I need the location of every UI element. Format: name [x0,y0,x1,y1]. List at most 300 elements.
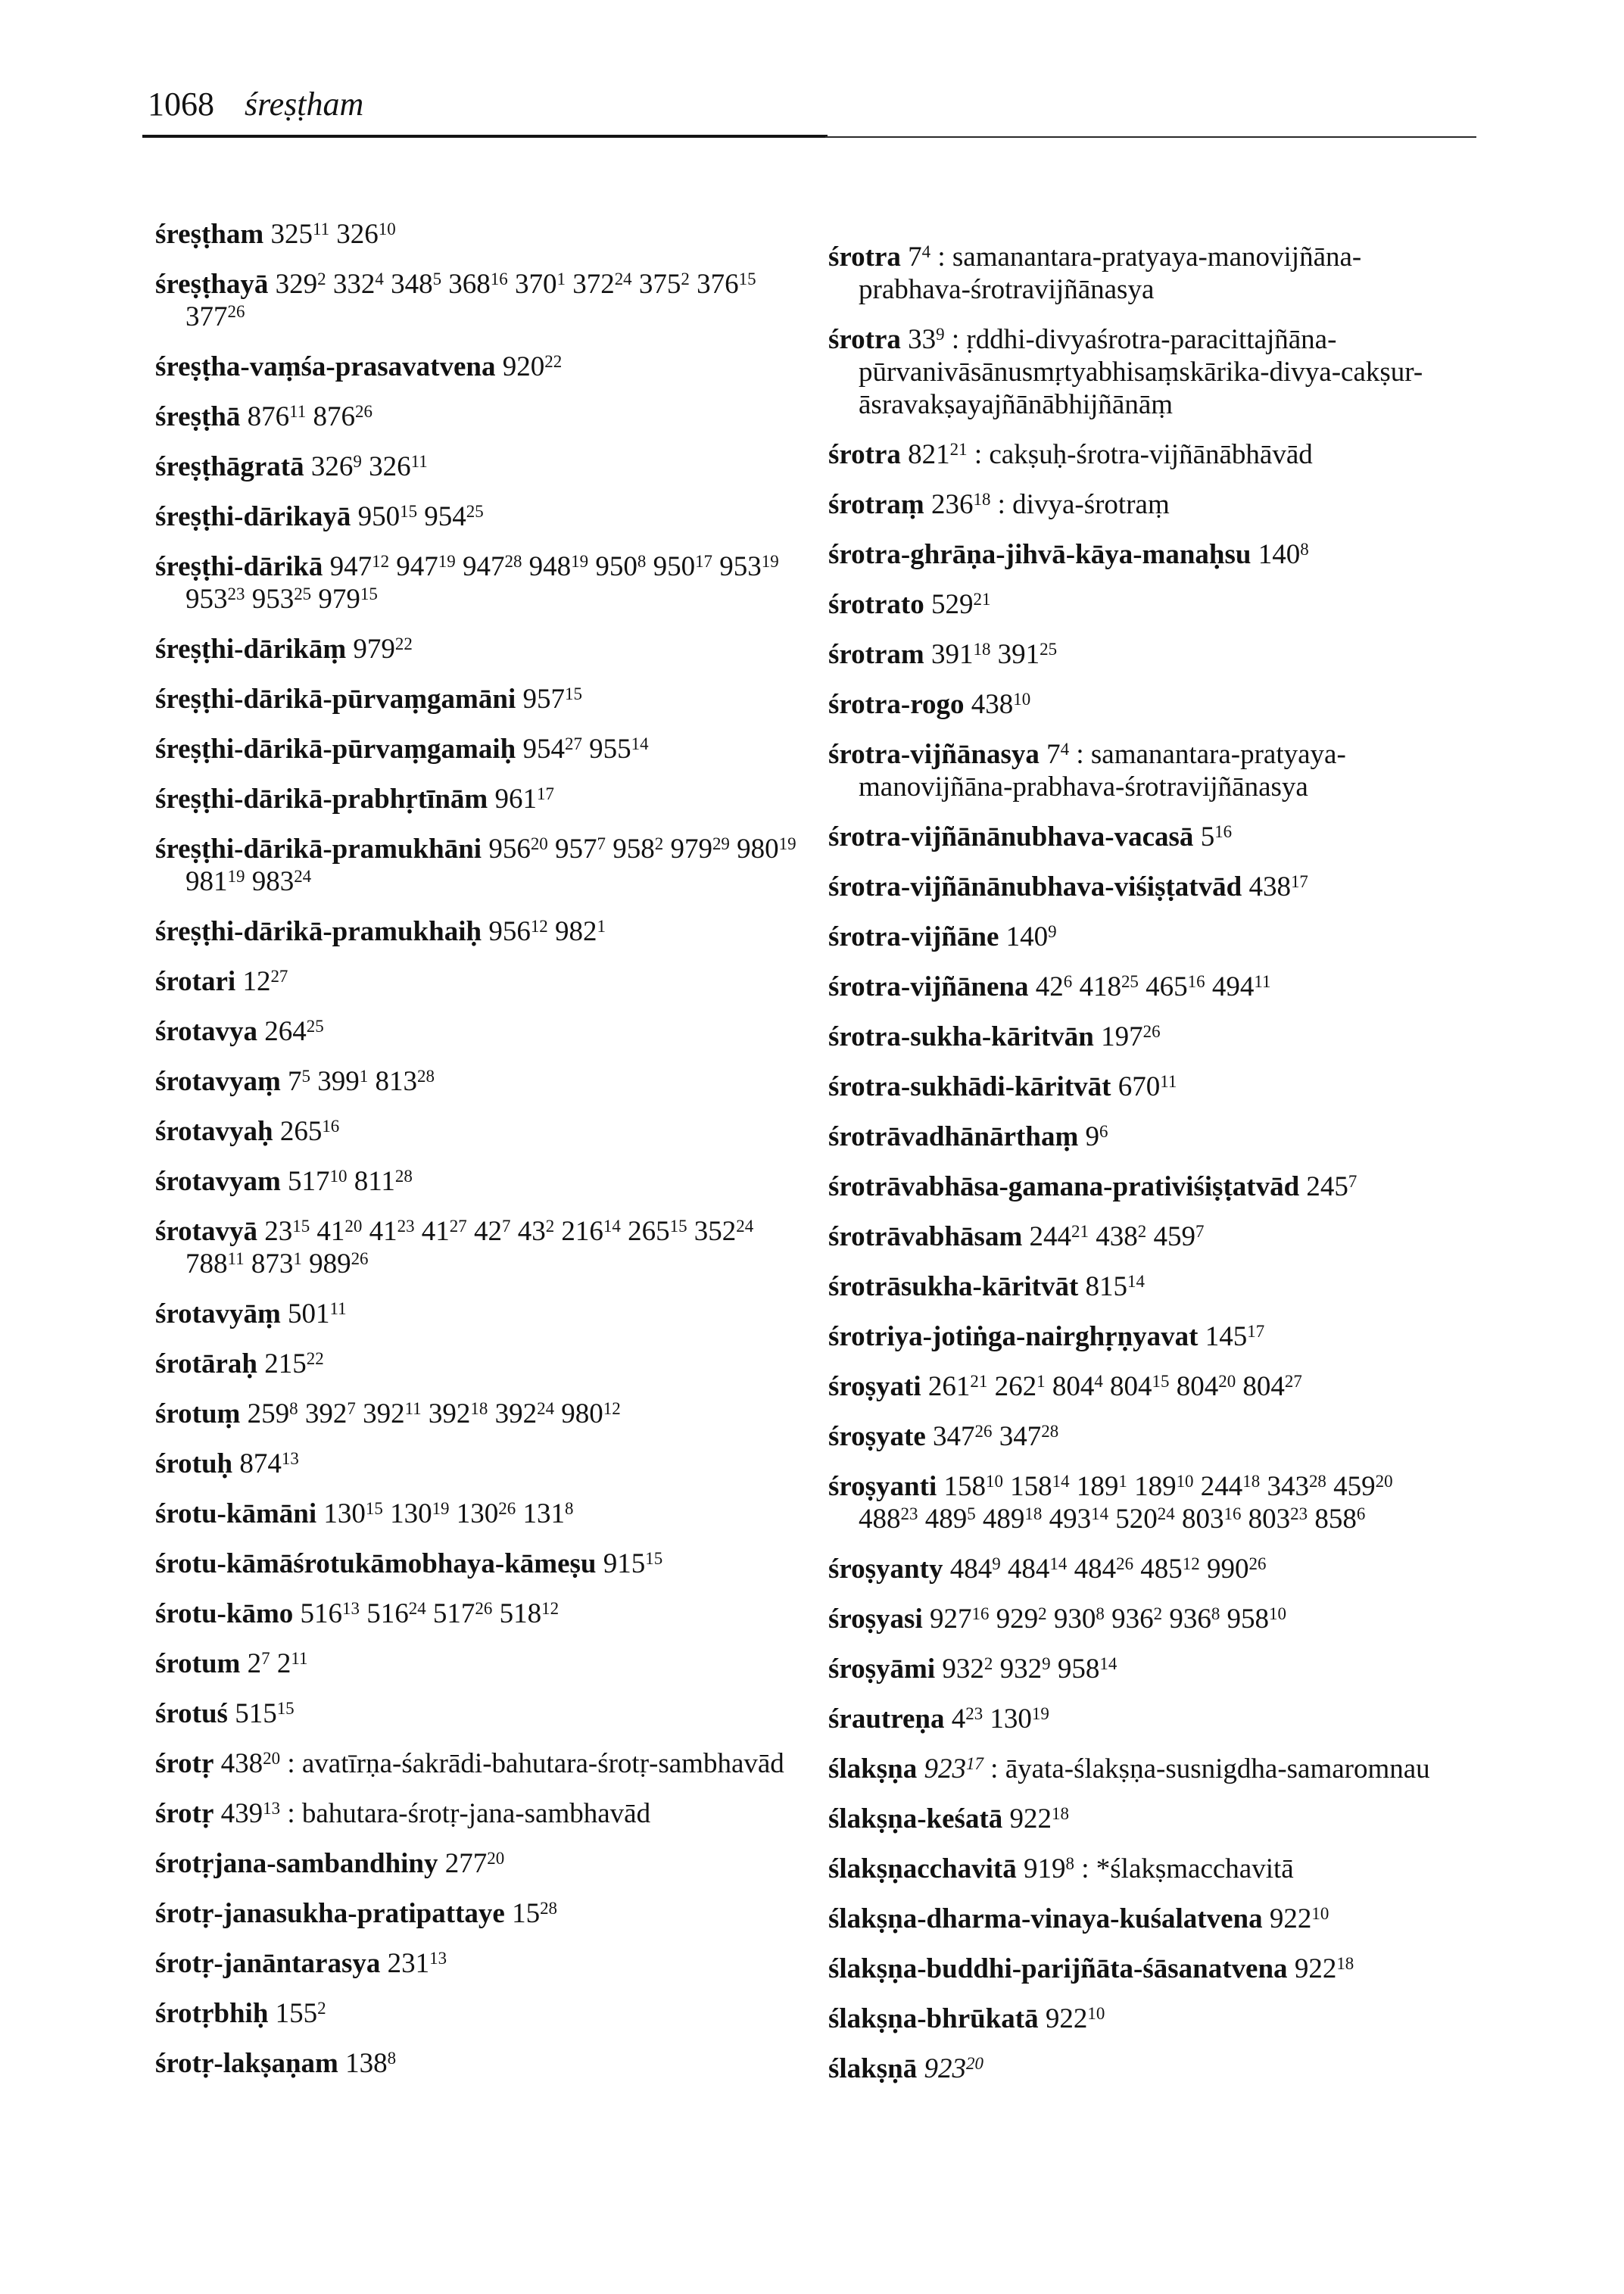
reference-line: 11 [404,1398,422,1418]
reference-page: 922 [1045,2003,1088,2034]
index-entry [155,1747,806,1780]
reference-line: 26 [351,1248,369,1268]
reference-page: 347 [933,1421,975,1452]
reference-page: 961 [494,784,537,815]
index-headword: śrotu-kāmo [155,1598,294,1629]
reference-page: 804 [1176,1371,1219,1402]
page-reference [522,734,581,765]
page-reference [276,1998,326,2029]
page-reference [522,1498,573,1529]
reference-line: 25 [1040,639,1058,659]
reference-line: 1 [359,1066,369,1086]
index-headword: ślakṣṇa-keśatā [828,1803,1003,1834]
reference-line: 21 [973,589,991,609]
reference-page: 936 [1111,1604,1154,1635]
page-reference [369,451,428,482]
reference-page: 529 [930,589,974,620]
reference-page: 980 [737,834,779,865]
index-headword: śreṣṭhi-dārikā-pūrvaṃgamāni [155,684,516,715]
reference-page: 922 [1009,1803,1052,1834]
page-reference [928,1371,987,1402]
reference-line: 14 [1049,1554,1068,1573]
reference-line: 26 [974,1421,993,1441]
reference-line: 17 [695,551,712,571]
index-headword: ślakṣṇā [828,2053,918,2084]
reference-line: 17 [965,1753,983,1773]
page-reference [301,1598,360,1629]
reference-page: 392 [428,1398,471,1429]
reference-line: 20 [530,834,548,853]
reference-page: 804 [1052,1371,1095,1402]
reference-page: 155 [275,1998,318,2029]
page-reference [333,269,384,300]
reference-page: 958 [1227,1604,1270,1635]
reference-page: 979 [670,834,712,865]
index-entry [155,1997,806,2030]
reference-line: 26 [1116,1554,1134,1573]
page-reference [185,301,245,332]
reference-page: 265 [628,1216,670,1247]
index-headword: śrotavya [155,1016,257,1047]
index-headword: śrotavyam [155,1166,281,1197]
reference-line: 15 [669,1216,687,1236]
reference-page: 936 [1169,1604,1211,1635]
reference-line: 19 [778,834,796,853]
reference-line: 23 [1290,1504,1308,1523]
reference-page: 130 [323,1498,366,1529]
page-reference [264,1016,323,1047]
reference-page: 930 [1053,1604,1096,1635]
reference-page: 189 [1134,1471,1177,1502]
index-entry [155,833,806,898]
index-entry [828,488,1457,521]
reference-line: 28 [540,1898,558,1918]
index-entry [828,1903,1457,1935]
reference-page: 915 [603,1548,646,1579]
reference-page: 980 [561,1398,603,1429]
reference-line: 24 [614,269,632,288]
reference-page: 813 [375,1066,417,1097]
reference-line: 9 [1048,921,1057,941]
reference-page: 7 [1046,739,1061,770]
reference-line: 9 [1042,1653,1051,1673]
reference-line: 26 [354,401,372,421]
reference-line: 5 [432,269,442,288]
reference-page: 815 [1085,1271,1128,1302]
reference-line: 18 [1336,1953,1354,1973]
index-entry [155,500,806,533]
reference-page: 953 [251,584,295,615]
index-entry [828,538,1457,571]
reference-line: 25 [1121,971,1139,991]
index-headword: śrotraṃ [828,489,924,520]
page-reference [1074,1554,1133,1585]
page-reference [983,1504,1042,1535]
reference-line: 11 [289,401,307,421]
page-reference [653,551,712,582]
page-reference [1314,1504,1365,1535]
index-headword: ślakṣṇa-dharma-vinaya-kuśalatvena [828,1903,1263,1934]
page-reference [737,834,796,865]
index-headword: śreṣṭhi-dārikā-pramukhāni [155,834,482,865]
index-entry [828,2003,1457,2035]
page-reference [561,1398,620,1429]
page-reference [518,1216,554,1247]
index-entry [828,688,1457,721]
page-reference [1146,971,1205,1002]
page-reference [1205,1321,1264,1352]
reference-line: 16 [490,269,508,288]
index-entry [828,1071,1457,1103]
index-entry [155,633,806,665]
reference-page: 821 [908,439,950,470]
index-headword: śrotrāvabhāsa-gamana-prativiśiṣṭatvād [828,1171,1300,1202]
reference-line: 1 [597,916,606,936]
page-reference [358,501,417,532]
page-reference [990,1703,1049,1735]
reference-line: 7 [597,834,606,853]
reference-line: 11 [1160,1071,1177,1091]
page-reference [908,439,967,470]
reference-page: 957 [555,834,597,865]
page-reference [1201,821,1232,852]
reference-line: 10 [329,1166,348,1186]
page-reference [595,551,646,582]
page-reference [933,1421,992,1452]
reference-page: 858 [1314,1504,1357,1535]
reference-line: 7 [1195,1221,1205,1241]
reference-line: 15 [365,1498,383,1518]
reference-page: 348 [391,269,433,300]
page-reference [390,1498,449,1529]
page-reference [288,1166,347,1197]
page-reference [1110,1371,1169,1402]
reference-page: 958 [1057,1653,1100,1685]
reference-page: 438 [971,689,1014,720]
index-entry [828,1553,1457,1585]
reference-page: 130 [390,1498,432,1529]
reference-page: 955 [589,734,631,765]
page-reference [276,269,326,300]
reference-page: 811 [354,1166,395,1197]
reference-line: 8 [1065,1853,1074,1873]
reference-page: 489 [924,1504,968,1535]
page-number: 1068 [148,86,214,123]
page-reference [264,1348,323,1379]
reference-line: 16 [322,1116,340,1136]
reference-page: 244 [1200,1471,1243,1502]
reference-page: 7 [288,1066,302,1097]
reference-line: 19 [438,551,456,571]
reference-line: 2 [983,1653,993,1673]
index-entry [828,1953,1457,1985]
reference-line: 16 [1214,821,1233,841]
page-reference [448,269,507,300]
page-reference [353,634,412,665]
index-entry [155,1065,806,1098]
reference-line: 19 [571,551,589,571]
page-reference [242,966,288,997]
reference-page: 520 [1115,1504,1158,1535]
reference-line: 1 [1118,1471,1127,1491]
reference-line: 9 [353,451,362,471]
page-reference [388,1948,447,1979]
reference-page: 947 [396,551,438,582]
cross-reference-note: : cakṣuḥ-śrotra-vijñānābhāvād [974,439,1313,470]
page-reference [345,2048,396,2079]
reference-page: 947 [329,551,372,582]
reference-line: 21 [949,439,968,459]
reference-line: 15 [738,269,756,288]
reference-page: 158 [943,1471,986,1502]
reference-line: 5 [967,1504,976,1523]
page-reference [555,834,606,865]
index-headword: śrotuḥ [155,1448,233,1479]
page-reference [1036,971,1072,1002]
reference-line: 15 [1152,1371,1170,1391]
index-headword: śreṣṭhāgratā [155,451,304,482]
reference-page: 325 [270,219,313,250]
index-headword: śrotāraḥ [155,1348,257,1379]
reference-page: 332 [332,269,376,300]
reference-line: 23 [965,1703,983,1723]
page-reference [1077,1471,1127,1502]
reference-line: 5 [301,1066,311,1086]
reference-page: 950 [595,551,637,582]
reference-page: 368 [448,269,491,300]
reference-line: 27 [449,1216,467,1236]
reference-line: 26 [1142,1021,1161,1041]
page-reference [433,1598,492,1629]
page-reference [697,269,756,300]
page-reference [931,589,990,620]
index-headword: śrotṛ-janasukha-pratipattaye [155,1898,505,1929]
index-entry [828,1703,1457,1735]
index-entry [828,241,1457,306]
running-head: śreṣṭham [245,86,364,123]
reference-page: 9 [1085,1121,1100,1152]
reference-page: 277 [444,1848,488,1879]
reference-line: 1 [1036,1371,1046,1391]
index-headword: śrotu-kāmāni [155,1498,317,1529]
reference-line: 2 [317,269,326,288]
reference-line: 2 [654,834,664,853]
reference-page: 439 [220,1798,263,1829]
index-entry [155,2047,806,2080]
page-reference [270,219,329,250]
index-headword: śreṣṭhi-dārikā-pūrvaṃgamaiḥ [155,734,516,765]
index-headword: śroṣyāmi [828,1653,936,1685]
page-reference [396,551,455,582]
page-reference [494,784,553,815]
index-headword: śrotram [828,639,924,670]
page-reference [950,1554,1001,1585]
page-reference [1207,1554,1266,1585]
page-reference [1111,1604,1162,1635]
reference-page: 347 [999,1421,1042,1452]
page-reference [366,1598,425,1629]
reference-page: 932 [999,1653,1043,1685]
page-reference [561,1216,620,1247]
reference-page: 876 [313,401,355,432]
reference-page: 418 [1079,971,1121,1002]
index-headword: śrotra [828,439,901,470]
reference-page: 501 [288,1298,330,1329]
reference-line: 28 [394,1166,413,1186]
reference-page: 989 [309,1248,351,1279]
index-headword: śrotum [155,1648,241,1679]
page-reference [474,1216,510,1247]
index-headword: ślakṣṇa-buddhi-parijñāta-śāsanatvena [828,1953,1288,1984]
index-entry [155,1647,806,1680]
reference-page: 231 [387,1948,430,1979]
index-headword: śrotra [828,324,901,355]
reference-line: 24 [408,1598,426,1618]
reference-line: 1 [556,269,566,288]
reference-line: 23 [900,1504,918,1523]
reference-page: 465 [1146,971,1188,1002]
page-reference [488,916,547,947]
index-entry [828,638,1457,671]
page-reference [185,866,245,897]
reference-page: 41 [369,1216,397,1247]
reference-line: 19 [1031,1703,1049,1723]
reference-page: 4 [951,1703,966,1735]
page-reference [1258,539,1309,570]
page-reference [1008,1554,1067,1585]
reference-page: 23 [264,1216,293,1247]
page-reference [925,1504,976,1535]
page-reference [924,2053,983,2084]
index-headword: ślakṣṇacchavitā [828,1853,1017,1884]
reference-page: 923 [924,1753,966,1784]
reference-page: 954 [424,501,466,532]
cross-reference-note: : samanantara-pratyaya-manovijñāna-prabhava-śrotravijñānasya [859,739,1346,803]
reference-line: 11 [1254,971,1271,991]
reference-page: 927 [929,1604,972,1635]
index-headword: ślakṣṇa [828,1753,918,1784]
index-entry [828,971,1457,1003]
page-reference [221,1748,280,1779]
reference-page: 876 [247,401,290,432]
reference-line: 15 [360,584,378,603]
page-reference [589,734,648,765]
reference-line: 4 [375,269,384,288]
index-headword: ślakṣṇa-bhrūkatā [828,2003,1039,2034]
reference-page: 130 [456,1498,499,1529]
page-reference [422,1216,467,1247]
reference-page: 874 [239,1448,282,1479]
index-headword: śrotra-sukha-kāritvān [828,1021,1094,1052]
page-reference [1270,1903,1329,1934]
reference-line: 27 [564,734,582,753]
reference-line: 18 [470,1398,488,1418]
index-headword: śreṣṭhā [155,401,241,432]
index-entry [155,1797,806,1830]
reference-line: 15 [564,684,582,703]
page-reference [1058,1653,1117,1685]
reference-line: 27 [1284,1371,1302,1391]
reference-page: 922 [1269,1903,1312,1934]
reference-line: 7 [501,1216,511,1236]
page-reference [311,451,362,482]
reference-line: 19 [227,866,245,886]
index-entry [828,1370,1457,1403]
reference-line: 13 [263,1798,281,1818]
index-headword: śrotavyā [155,1216,257,1247]
index-entry [828,871,1457,903]
reference-line: 23 [397,1216,415,1236]
reference-line: 28 [1308,1471,1326,1491]
index-entry [155,1597,806,1630]
index-entry [828,1803,1457,1835]
cross-reference-note: : avatīrṇa-śakrādi-bahutara-śrotṛ-sambhavād [287,1748,784,1779]
page-reference [317,1066,368,1097]
index-headword: śrotrāvabhāsam [828,1221,1023,1252]
index-headword: śrotṛbhiḥ [155,1998,269,2029]
reference-page: 131 [522,1498,565,1529]
reference-line: 10 [1311,1903,1329,1923]
cross-reference-note: : āyata-ślakṣṇa-susnigdha-samaromnau [990,1753,1430,1784]
reference-page: 5 [1200,821,1215,852]
reference-page: 919 [1024,1853,1066,1884]
reference-line: 28 [416,1066,435,1086]
reference-line: 14 [1052,1471,1070,1491]
page-reference [1227,1604,1286,1635]
reference-line: 20 [263,1748,281,1768]
page-reference [463,551,522,582]
index-entry [155,783,806,815]
index-headword: śrotṛ [155,1798,214,1829]
index-entry [155,1498,806,1530]
index-entry [155,683,806,715]
index-entry [155,401,806,433]
reference-line: 14 [1091,1504,1109,1523]
page-reference [522,684,581,715]
page-reference [1115,1504,1174,1535]
reference-line: 7 [1348,1171,1357,1191]
reference-page: 459 [1153,1221,1195,1252]
reference-line: 22 [394,634,413,653]
index-entry [828,1470,1457,1535]
page-reference [942,1653,993,1685]
reference-page: 932 [942,1653,984,1685]
page-reference [309,1248,368,1279]
page-reference [1248,871,1308,902]
reference-line: 14 [1099,1653,1117,1673]
page-reference [1052,1371,1103,1402]
page-reference [1201,1471,1260,1502]
page-reference [1212,971,1271,1002]
index-headword: śrotrāsukha-kāritvāt [828,1271,1079,1302]
index-headword: śrautreṇa [828,1703,945,1735]
index-headword: śrotṛjana-sambandhiny [155,1848,438,1879]
reference-page: 485 [1140,1554,1183,1585]
index-headword: śrotrāvadhānārthaṃ [828,1121,1079,1152]
reference-line: 9 [936,324,945,344]
reference-page: 981 [185,866,228,897]
cross-reference-note: : bahutara-śrotṛ-jana-sambhavād [287,1798,651,1829]
index-headword: śrotra-sukhādi-kāritvāt [828,1071,1111,1102]
reference-page: 948 [528,551,572,582]
reference-page: 803 [1248,1504,1291,1535]
index-entry [155,1847,806,1880]
page-reference [1248,1504,1308,1535]
index-entry [828,2052,1457,2085]
reference-line: 26 [475,1598,493,1618]
reference-line: 28 [504,551,522,571]
index-entry [155,1115,806,1148]
